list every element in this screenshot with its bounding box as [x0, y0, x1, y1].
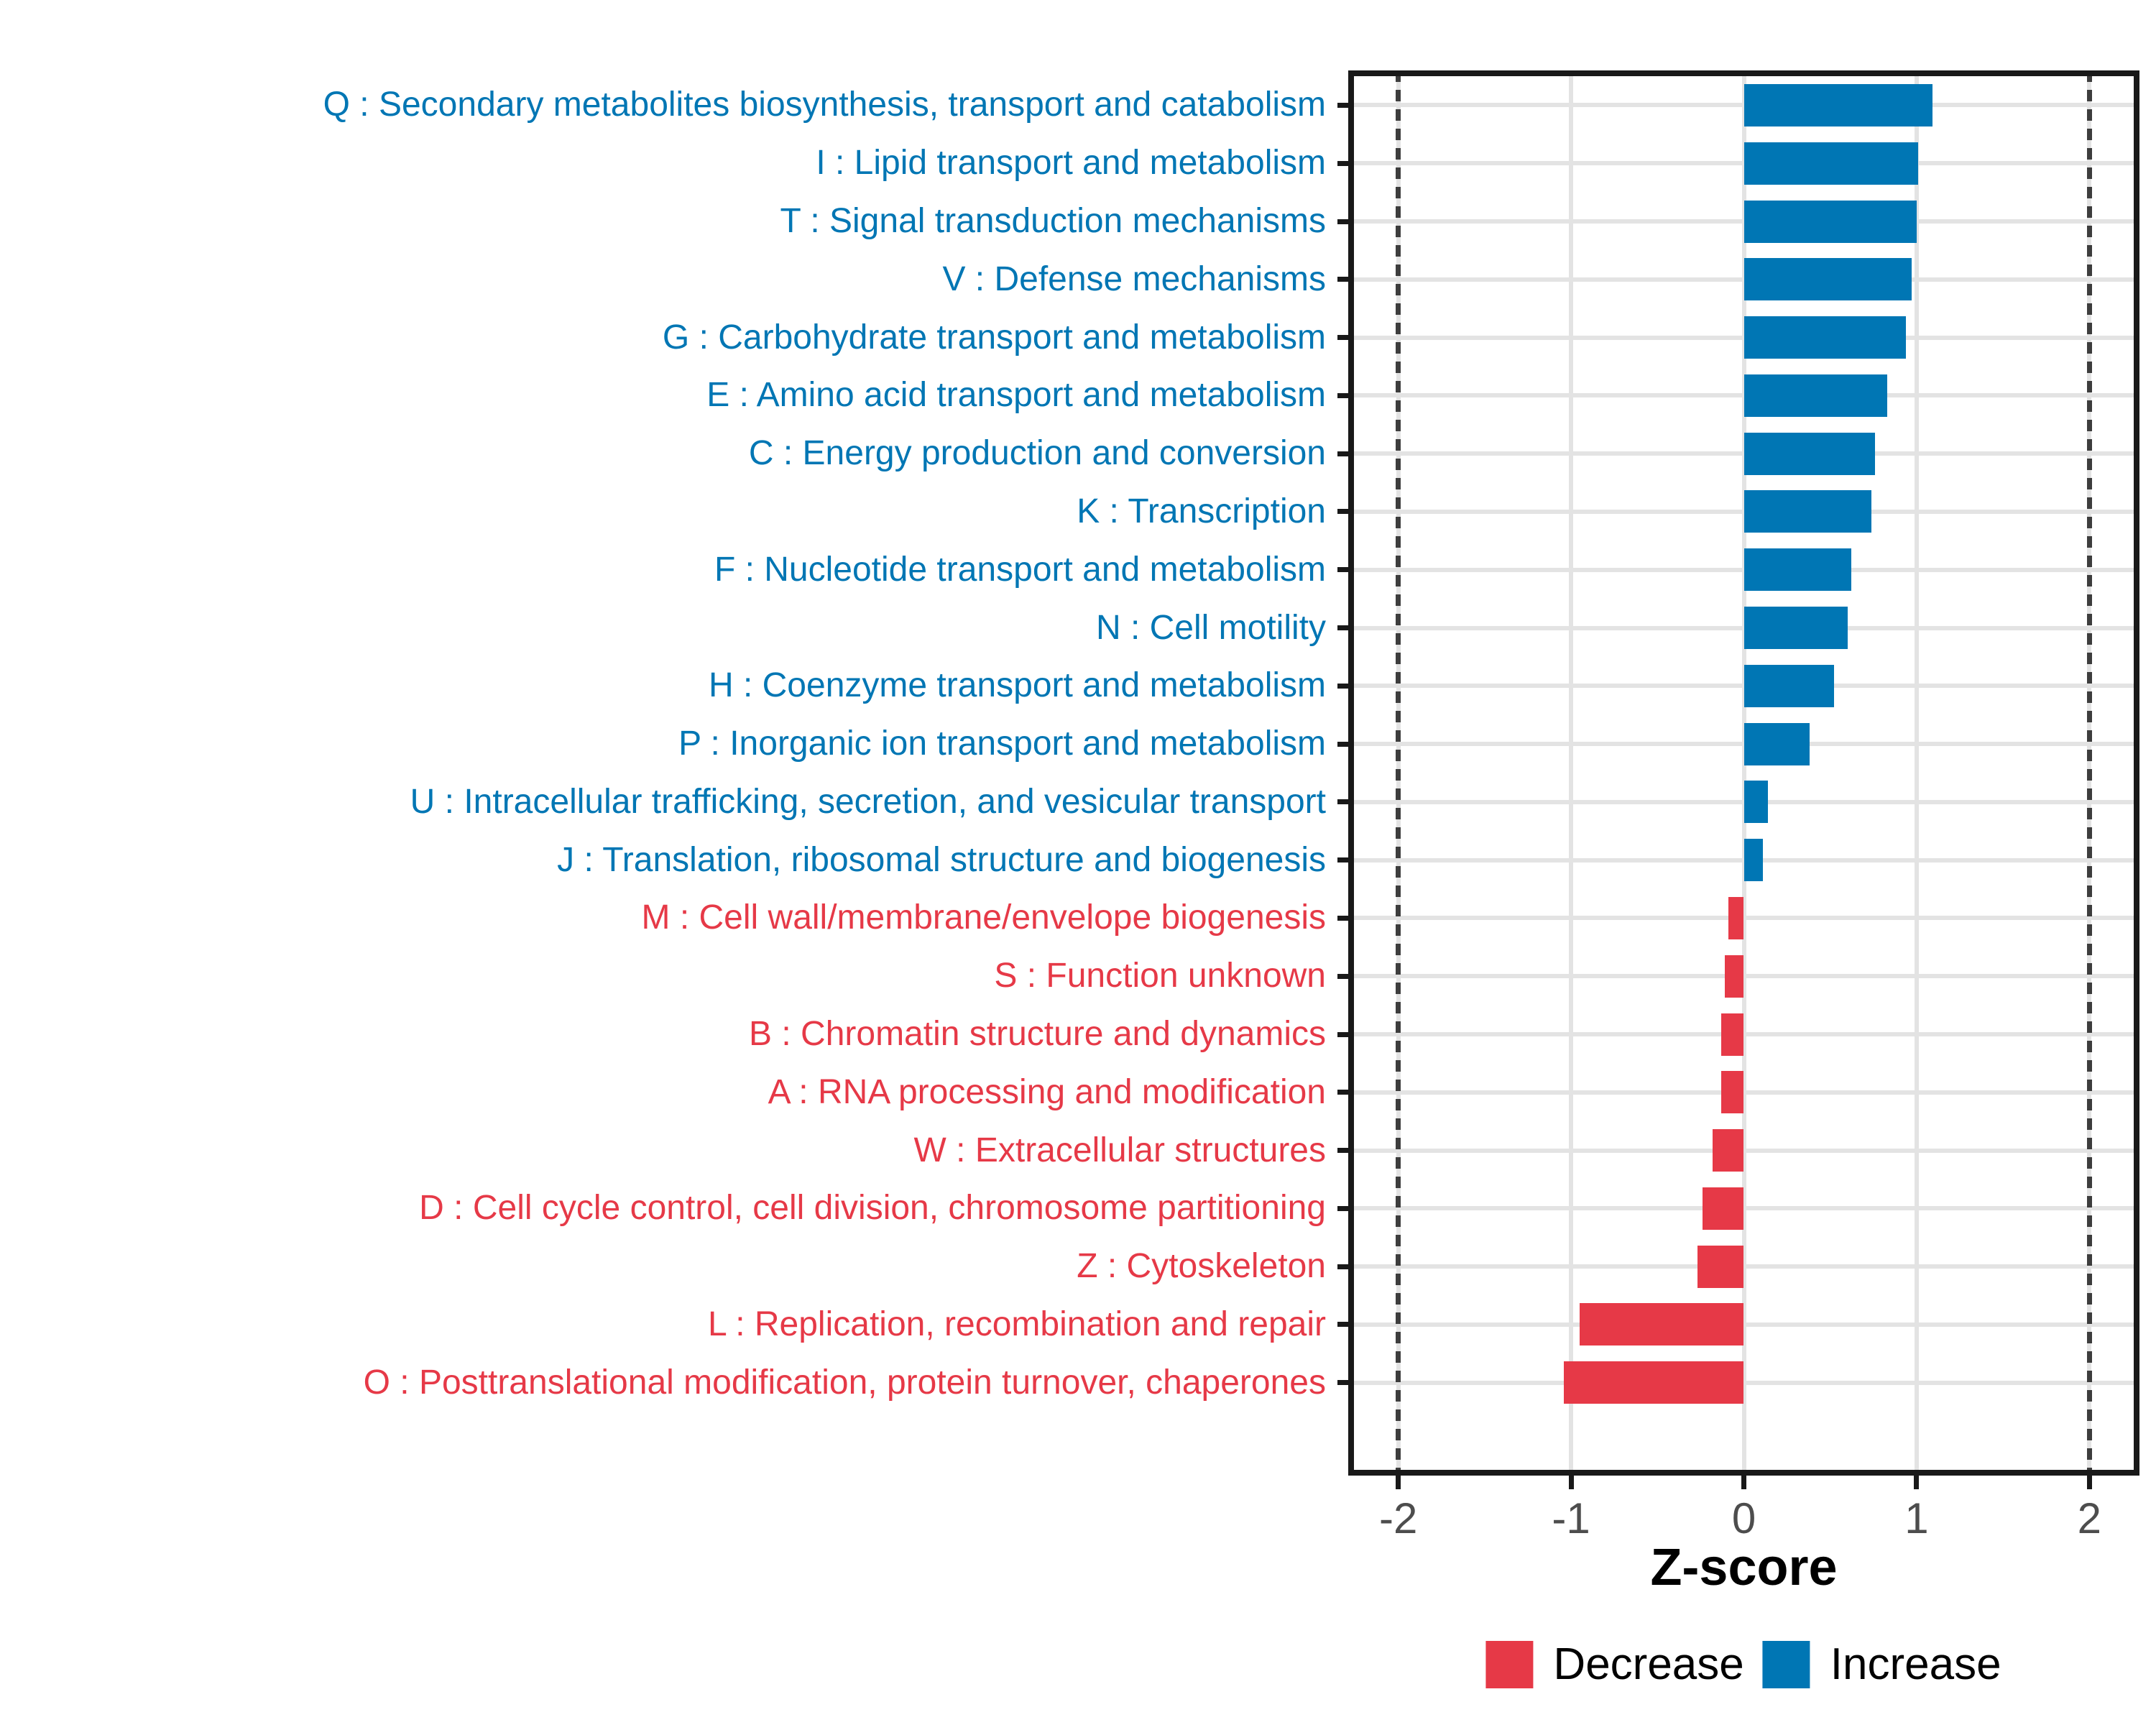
y-axis-label: D : Cell cycle control, cell division, chromosome partitioning — [419, 1189, 1326, 1228]
y-axis-label: F : Nucleotide transport and metabolism — [714, 550, 1326, 589]
y-axis-label: V : Defense mechanisms — [942, 259, 1326, 298]
y-axis-label: K : Transcription — [1077, 492, 1326, 530]
y-axis-label: Z : Cytoskeleton — [1077, 1247, 1326, 1286]
legend-swatch-decrease — [1485, 1641, 1533, 1688]
bar — [1744, 374, 1888, 417]
legend-label: Decrease — [1553, 1639, 1744, 1689]
reference-line — [1396, 70, 1401, 1476]
y-axis-tick — [1337, 1090, 1348, 1095]
bar — [1744, 142, 1919, 185]
y-axis-label: N : Cell motility — [1095, 608, 1326, 647]
y-axis-label: B : Chromatin structure and dynamics — [749, 1015, 1326, 1054]
bar — [1703, 1187, 1744, 1230]
x-axis-tick-label: -1 — [1552, 1494, 1590, 1542]
bar — [1744, 723, 1810, 765]
y-axis-label: Q : Secondary metabolites biosynthesis, transport and catabolism — [323, 86, 1326, 124]
y-axis-label: S : Function unknown — [994, 957, 1326, 995]
plot-panel — [1348, 70, 2139, 1476]
legend-item-decrease — [1485, 1641, 1743, 1688]
bar — [1564, 1361, 1743, 1404]
y-axis-label: O : Posttranslational modification, protein turnover, chaperones — [363, 1363, 1326, 1402]
y-axis-tick — [1337, 1032, 1348, 1037]
x-axis-tick — [1569, 1476, 1574, 1489]
y-axis-label: T : Signal transduction mechanisms — [780, 202, 1326, 241]
y-axis-label: C : Energy production and conversion — [748, 434, 1326, 473]
x-axis-tick — [1914, 1476, 1919, 1489]
bar — [1721, 1071, 1743, 1113]
y-axis-tick — [1337, 451, 1348, 456]
bar — [1744, 433, 1876, 475]
legend-item-increase — [1763, 1641, 2001, 1688]
reference-line — [2087, 70, 2092, 1476]
y-axis-label: J : Translation, ribosomal structure and biogenesis — [557, 840, 1326, 879]
legend — [1485, 1641, 2001, 1688]
x-axis-tick — [1741, 1476, 1746, 1489]
bar — [1697, 1246, 1744, 1288]
y-axis-tick — [1337, 1148, 1348, 1153]
bar — [1744, 839, 1763, 881]
y-axis-label: P : Inorganic ion transport and metabolism — [678, 724, 1326, 763]
bar — [1744, 84, 1932, 126]
legend-label: Increase — [1830, 1639, 2001, 1689]
x-axis-title: Z-score — [1650, 1539, 1838, 1596]
y-axis-label: G : Carbohydrate transport and metabolism — [662, 318, 1326, 356]
x-axis-tick-label: -2 — [1379, 1494, 1418, 1542]
bar — [1744, 258, 1912, 300]
y-axis-tick — [1337, 1264, 1348, 1269]
y-axis-label: A : RNA processing and modification — [768, 1072, 1326, 1111]
y-axis-tick — [1337, 916, 1348, 921]
y-axis-tick — [1337, 509, 1348, 514]
bar — [1744, 665, 1834, 707]
y-axis-tick — [1337, 1322, 1348, 1327]
bar — [1725, 955, 1743, 998]
bar — [1744, 781, 1769, 823]
y-axis-label: M : Cell wall/membrane/envelope biogenesis — [641, 898, 1326, 937]
bar — [1721, 1013, 1743, 1056]
x-axis-tick-label: 0 — [1731, 1494, 1756, 1542]
gridline-x — [1915, 70, 1919, 1476]
y-axis-tick — [1337, 567, 1348, 572]
y-axis-label: H : Coenzyme transport and metabolism — [708, 666, 1326, 705]
bar — [1744, 316, 1907, 359]
y-axis-label: E : Amino acid transport and metabolism — [706, 376, 1326, 415]
y-axis-label: L : Replication, recombination and repair — [707, 1305, 1326, 1343]
y-axis-tick — [1337, 799, 1348, 804]
gridline-x — [1569, 70, 1573, 1476]
y-axis-tick — [1337, 684, 1348, 689]
legend-swatch-increase — [1763, 1641, 1810, 1688]
y-axis-tick — [1337, 1380, 1348, 1385]
y-axis-tick — [1337, 161, 1348, 166]
bar — [1744, 548, 1851, 591]
bar — [1713, 1129, 1743, 1172]
y-axis-label: W : Extracellular structures — [913, 1131, 1326, 1169]
y-axis-tick — [1337, 219, 1348, 224]
y-axis-tick — [1337, 277, 1348, 282]
y-axis-label: U : Intracellular trafficking, secretion, and vesicular transport — [410, 782, 1326, 821]
bar — [1744, 201, 1917, 243]
y-axis-tick — [1337, 974, 1348, 979]
y-axis-tick — [1337, 103, 1348, 108]
y-axis-tick — [1337, 335, 1348, 340]
bar — [1744, 607, 1848, 649]
y-axis-tick — [1337, 393, 1348, 398]
y-axis-tick — [1337, 1206, 1348, 1211]
bar — [1744, 490, 1872, 533]
bar — [1728, 897, 1744, 939]
x-axis-tick-label: 1 — [1904, 1494, 1929, 1542]
y-axis-tick — [1337, 625, 1348, 630]
y-axis-tick — [1337, 742, 1348, 747]
x-axis-tick — [2087, 1476, 2092, 1489]
y-axis-label: I : Lipid transport and metabolism — [816, 144, 1326, 183]
bar — [1580, 1303, 1743, 1346]
y-axis-tick — [1337, 857, 1348, 862]
x-axis-tick — [1396, 1476, 1401, 1489]
x-axis-tick-label: 2 — [2077, 1494, 2101, 1542]
